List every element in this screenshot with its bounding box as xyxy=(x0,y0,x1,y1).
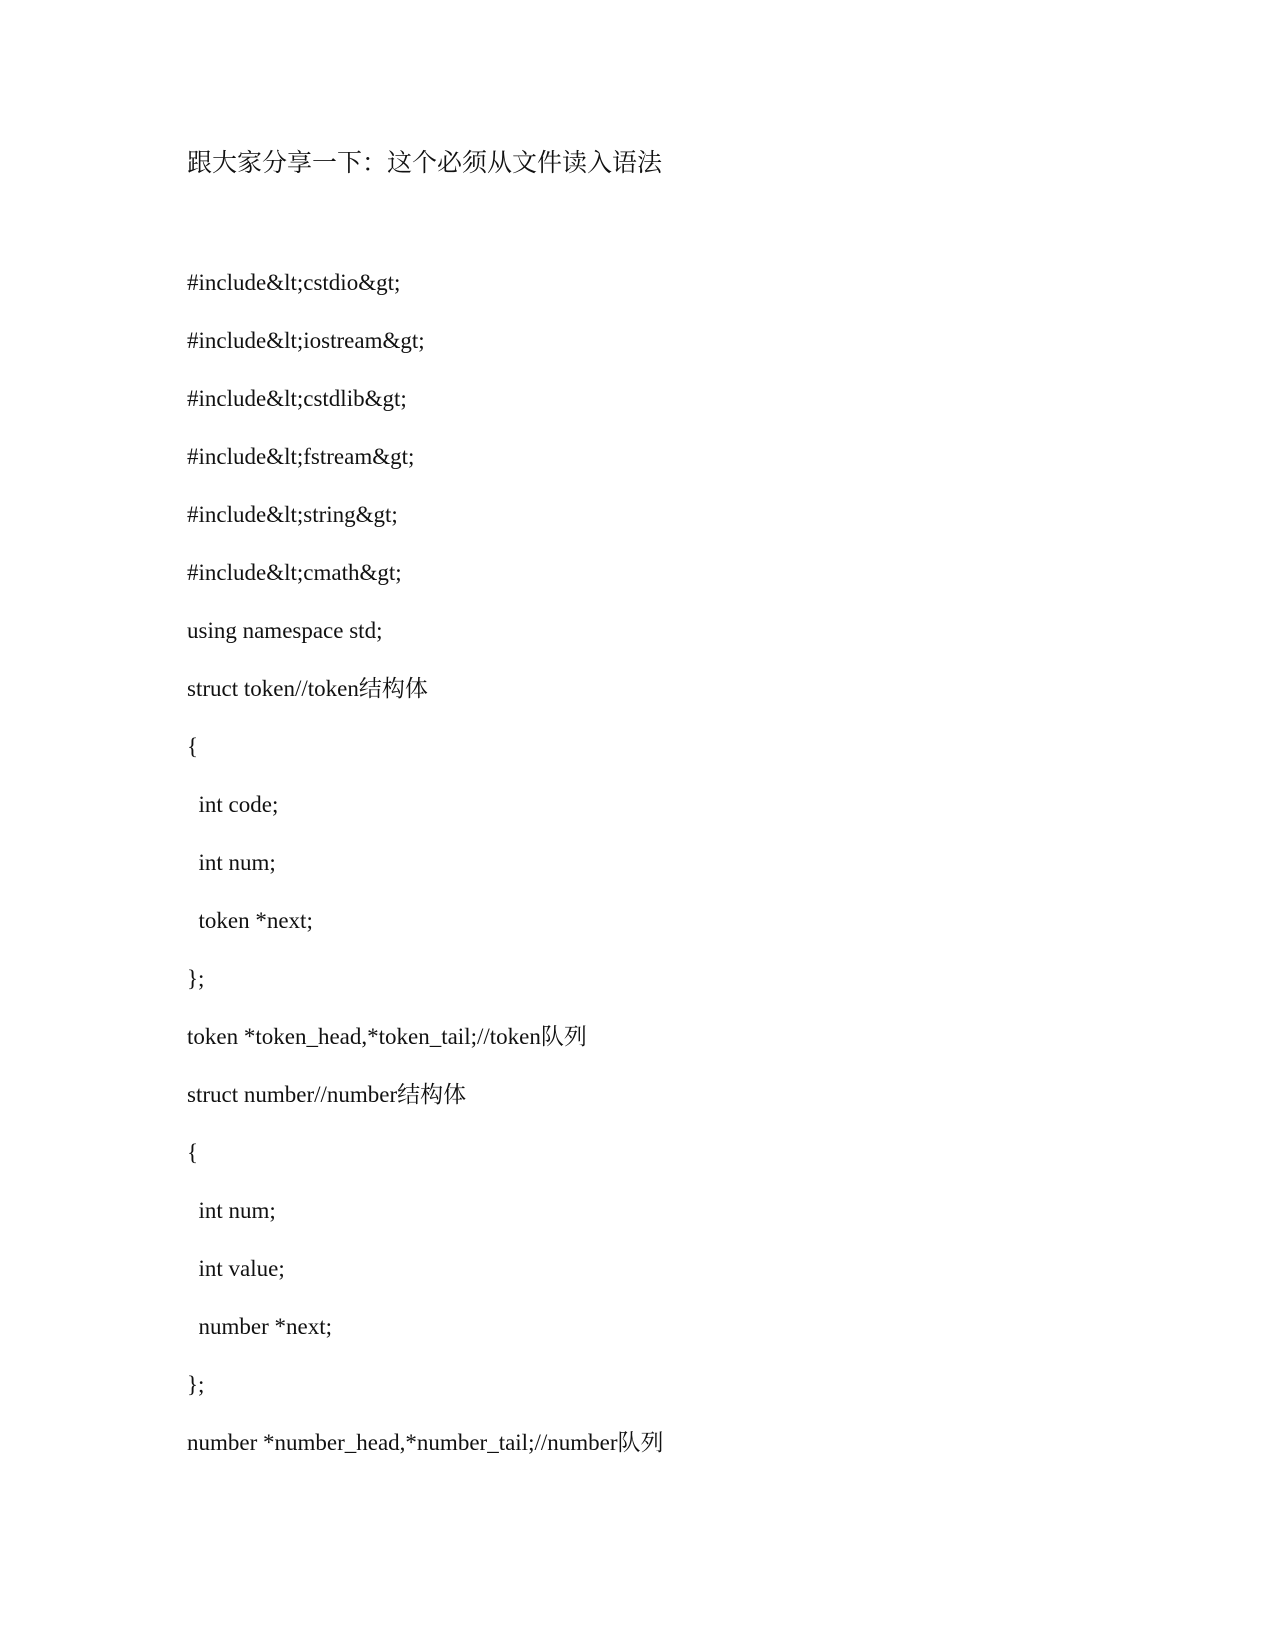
code-line: #include&lt;string&gt; xyxy=(187,502,398,527)
code-line: token *token_head,*token_tail;//token队列 xyxy=(187,1024,587,1049)
code-block xyxy=(187,268,664,1486)
code-line: number *number_head,*number_tail;//number队列 xyxy=(187,1430,664,1455)
code-line: { xyxy=(187,1140,199,1165)
code-line: { xyxy=(187,734,199,759)
code-line: int num; xyxy=(187,850,276,875)
code-line: int code; xyxy=(187,792,279,817)
code-line: struct number//number结构体 xyxy=(187,1082,467,1107)
document-title: 跟大家分享一下：这个必须从文件读入语法 xyxy=(187,150,663,177)
code-line: }; xyxy=(187,966,205,991)
code-line: }; xyxy=(187,1372,205,1397)
code-line: using namespace std; xyxy=(187,618,383,643)
code-line: #include&lt;cstdlib&gt; xyxy=(187,386,407,411)
code-line: token *next; xyxy=(187,908,313,933)
code-line: #include&lt;fstream&gt; xyxy=(187,444,415,469)
code-line: #include&lt;cmath&gt; xyxy=(187,560,402,585)
code-line: struct token//token结构体 xyxy=(187,676,428,701)
code-line: #include&lt;cstdio&gt; xyxy=(187,270,401,295)
code-line: number *next; xyxy=(187,1314,332,1339)
code-line: int value; xyxy=(187,1256,285,1281)
code-line: #include&lt;iostream&gt; xyxy=(187,328,425,353)
code-line: int num; xyxy=(187,1198,276,1223)
